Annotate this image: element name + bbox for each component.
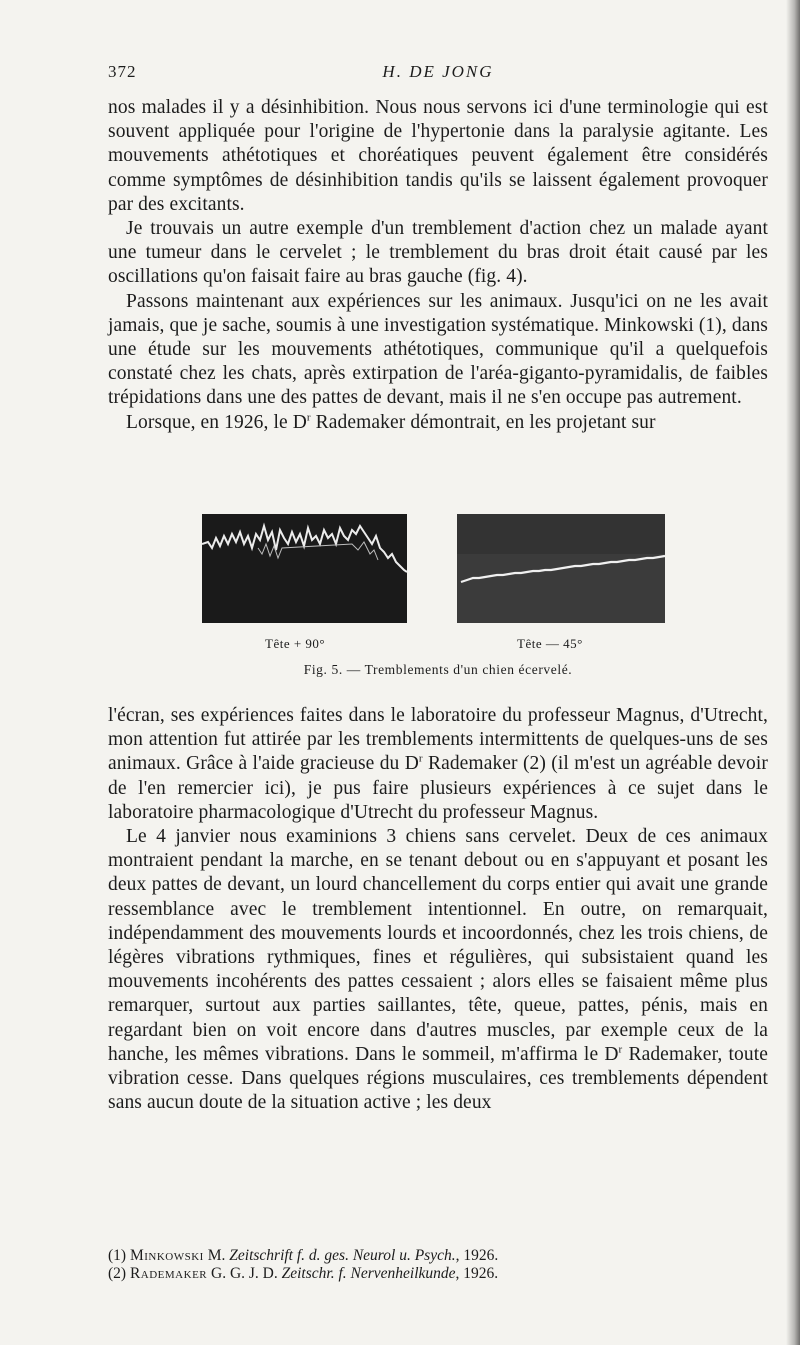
tremor-trace-left (202, 514, 407, 623)
tremor-trace-right (457, 514, 665, 623)
footnote-journal: Zeitschr. f. Nervenheilkunde (281, 1265, 456, 1282)
footnote-author: Rademaker (129, 1265, 208, 1282)
footnote-1 (108, 1247, 768, 1265)
paragraph-6 (108, 825, 768, 1115)
superscript-r-2: r (418, 752, 423, 765)
footnote-2 (108, 1265, 768, 1283)
paragraph-5 (108, 704, 768, 825)
footnote-year: , 1926. (455, 1265, 499, 1282)
footnote-number: (1) (108, 1247, 127, 1264)
paragraph-6-text-b: Rademaker, toute vibration cesse. Dans quelques régions musculaires, ces tremblements dépendent sans aucun doute de la situation active ; les deux (108, 1043, 769, 1114)
figure-label-left: Tête + 90° (265, 636, 326, 651)
footnote-details: G. G. J. D. (207, 1265, 282, 1282)
footnote-author: Minkowski (129, 1247, 204, 1264)
paragraph-4-text-a: Lorsque, en 1926, le D (126, 411, 307, 433)
figure-plate-left (202, 514, 407, 623)
body-text-top (108, 96, 768, 435)
paragraph-4-text-b: Rademaker démontrait, en les projetant sur (310, 411, 656, 433)
paragraph-5-text-a: l'écran, ses expériences faites dans le laboratoire du professeur Magnus, d'Utrecht, mon attention fut attirée par les tremblements intermittents de quelques-uns de ses animaux. Grâce à l'aide gracieuse du D (108, 705, 768, 775)
paragraph-4 (108, 411, 768, 435)
page-header (108, 62, 768, 90)
figure-caption: Fig. 5. — Tremblements d'un chien écervelé. (303, 662, 573, 677)
paragraph-1: nos malades il y a désinhibition. Nous nous servons ici d'une terminologie qui est souvent appliquée pour l'origine de l'hypertonie dans la paralysie agitante. Les mouvements athétotiques et choréatiques peuvent également être considérés comme symptômes de désinhibition tandis qu'ils se laissent également provoquer par des excitants. (108, 97, 768, 215)
body-text-bottom (108, 704, 768, 1115)
running-title: H. DE JONG (382, 62, 494, 81)
footnote-year: , 1926. (455, 1247, 499, 1264)
paragraph-2: Je trouvais un autre exemple d'un tremblement d'action chez un malade ayant une tumeur dans le cervelet ; le tremblement du bras droit était causé par les oscillations qu'on faisait faire au bras gauche (fig. 4). (108, 218, 768, 288)
page-number: 372 (108, 62, 137, 81)
paragraph-6-text-a: Le 4 janvier nous examinions 3 chiens sans cervelet. Deux de ces animaux montraient pendant la marche, en se tenant debout ou en s'appuyant et posant les deux pattes de devant, un lourd chancellement du corps entier qui avait une grande ressemblance avec le tremblement intentionnel. En outre, on remarquait, indépendamment des mouvements lourds et incoordonnés, chez les trois chiens, de légères vibrations rythmiques, fines et régulières, qui subsistaient quand les mouvements incohérents des pattes cessaient ; alors elles se faisaient même plus remarquer, surtout aux parties saillantes, tête, queue, pattes, pénis, mais en regardant bien on voit encore dans d'autres muscles, par exemple ceux de la hanche, les mêmes vibrations. Dans le sommeil, m'affirma le D (108, 826, 768, 1065)
figure-5 (108, 512, 768, 692)
page-edge-shadow (786, 0, 800, 1345)
paragraph-3: Passons maintenant aux expériences sur les animaux. Jusqu'ici on ne les avait jamais, que je sache, soumis à une investigation systématique. Minkowski (1), dans une étude sur les mouvements athétotiques, communique qu'il a quelquefois constaté chez les chats, après extirpation de l'aréa-giganto-pyramidalis, de faibles trépidations dans une des pattes de devant, mais il ne s'en occupe pas autrement. (108, 290, 768, 409)
footnote-number: (2) (108, 1265, 127, 1282)
superscript-r-3: r (618, 1043, 623, 1056)
footnotes (108, 1247, 768, 1283)
figure-label-right: Tête — 45° (517, 636, 583, 651)
paragraph-5-text-b: Rademaker (2) (il m'est un agréable devoir de l'en remercier ici), je pus faire plusieurs expériences à ce sujet dans le laboratoire pharmacologique d'Utrecht du professeur Magnus. (108, 753, 768, 823)
footnote-details: M. (203, 1247, 230, 1264)
figure-plate-right (457, 514, 665, 623)
footnote-journal: Zeitschrift f. d. ges. Neurol u. Psych. (229, 1247, 456, 1264)
superscript-r: r (306, 411, 311, 424)
